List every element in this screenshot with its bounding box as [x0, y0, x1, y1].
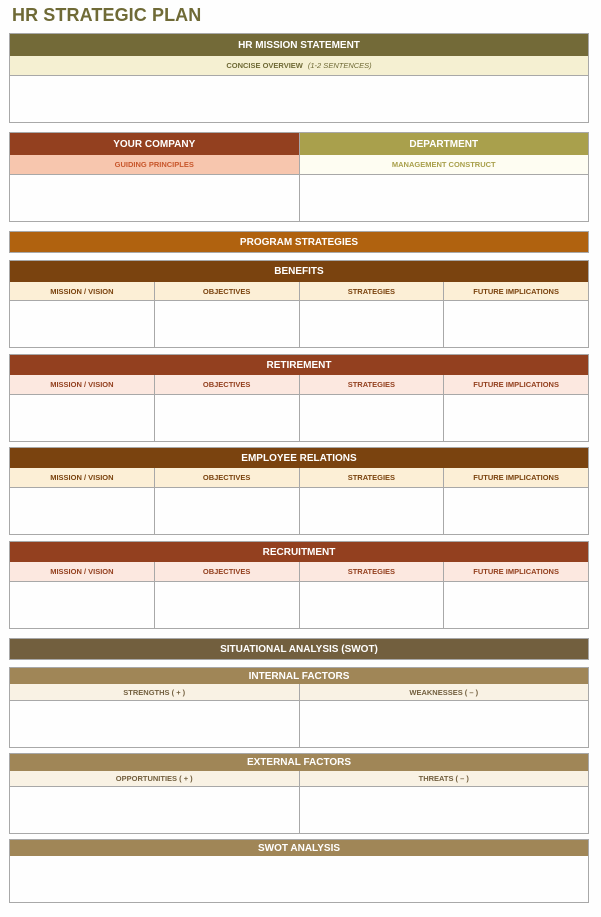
- col-future-implications: FUTURE IMPLICATIONS: [444, 468, 588, 488]
- col-mission-vision: MISSION / VISION: [10, 468, 154, 488]
- department-column: [299, 133, 589, 221]
- employee-relations-mission-input[interactable]: [10, 488, 154, 534]
- col-objectives: OBJECTIVES: [155, 282, 299, 301]
- retirement-future-input[interactable]: [444, 395, 588, 441]
- col-strategies: STRATEGIES: [300, 375, 444, 395]
- mission-statement-header: HR MISSION STATEMENT: [10, 34, 588, 56]
- col-strategies: STRATEGIES: [300, 562, 444, 582]
- col-mission-vision: MISSION / VISION: [10, 562, 154, 582]
- management-construct-input[interactable]: [300, 175, 589, 221]
- benefits-mission-input[interactable]: [10, 301, 154, 347]
- mission-subheader: [10, 56, 588, 76]
- col-mission-vision: MISSION / VISION: [10, 282, 154, 301]
- department-header: DEPARTMENT: [300, 133, 589, 155]
- col-objectives: OBJECTIVES: [155, 562, 299, 582]
- management-construct-label: MANAGEMENT CONSTRUCT: [300, 155, 589, 175]
- employee-relations-future-input[interactable]: [444, 488, 588, 534]
- col-strategies: STRATEGIES: [300, 282, 444, 301]
- benefits-header: BENEFITS: [10, 261, 588, 282]
- page-title: HR STRATEGIC PLAN: [12, 5, 202, 25]
- employee-relations-objectives-input[interactable]: [155, 488, 299, 534]
- benefits-objectives-input[interactable]: [155, 301, 299, 347]
- benefits-future-input[interactable]: [444, 301, 588, 347]
- opportunities-input[interactable]: [10, 787, 299, 833]
- swot-band: SITUATIONAL ANALYSIS (SWOT): [9, 638, 589, 660]
- recruitment-objectives-input[interactable]: [155, 582, 299, 628]
- col-future-implications: FUTURE IMPLICATIONS: [444, 375, 588, 395]
- internal-factors-header: INTERNAL FACTORS: [10, 668, 588, 684]
- company-column: [10, 133, 299, 221]
- recruitment-mission-input[interactable]: [10, 582, 154, 628]
- recruitment-header: RECRUITMENT: [10, 542, 588, 562]
- retirement-section: [9, 354, 589, 442]
- concise-overview-label: CONCISE OVERVIEW: [226, 61, 303, 70]
- swot-analysis-section: [9, 839, 589, 903]
- retirement-header: RETIREMENT: [10, 355, 588, 375]
- swot-analysis-header: SWOT ANALYSIS: [10, 840, 588, 856]
- recruitment-strategies-input[interactable]: [300, 582, 444, 628]
- guiding-principles-label: GUIDING PRINCIPLES: [10, 155, 299, 175]
- opportunities-label: OPPORTUNITIES ( + ): [10, 771, 299, 787]
- company-header: YOUR COMPANY: [10, 133, 299, 155]
- threats-label: THREATS ( – ): [300, 771, 589, 787]
- strengths-input[interactable]: [10, 701, 299, 747]
- threats-input[interactable]: [300, 787, 589, 833]
- col-strategies: STRATEGIES: [300, 468, 444, 488]
- col-mission-vision: MISSION / VISION: [10, 375, 154, 395]
- external-factors-header: EXTERNAL FACTORS: [10, 754, 588, 771]
- employee-relations-header: EMPLOYEE RELATIONS: [10, 448, 588, 468]
- weaknesses-input[interactable]: [300, 701, 589, 747]
- recruitment-section: [9, 541, 589, 629]
- retirement-objectives-input[interactable]: [155, 395, 299, 441]
- benefits-section: [9, 260, 589, 348]
- col-future-implications: FUTURE IMPLICATIONS: [444, 282, 588, 301]
- sentences-hint: (1-2 SENTENCES): [307, 61, 372, 70]
- internal-factors-section: [9, 667, 589, 748]
- mission-statement-block: [9, 33, 589, 123]
- strengths-label: STRENGTHS ( + ): [10, 684, 299, 701]
- retirement-mission-input[interactable]: [10, 395, 154, 441]
- guiding-principles-input[interactable]: [10, 175, 299, 221]
- mission-statement-input[interactable]: [10, 76, 588, 122]
- program-strategies-band: PROGRAM STRATEGIES: [9, 231, 589, 253]
- benefits-strategies-input[interactable]: [300, 301, 444, 347]
- recruitment-future-input[interactable]: [444, 582, 588, 628]
- company-department-block: [9, 132, 589, 222]
- employee-relations-section: [9, 447, 589, 535]
- employee-relations-strategies-input[interactable]: [300, 488, 444, 534]
- retirement-strategies-input[interactable]: [300, 395, 444, 441]
- weaknesses-label: WEAKNESSES ( – ): [300, 684, 589, 701]
- col-future-implications: FUTURE IMPLICATIONS: [444, 562, 588, 582]
- swot-analysis-input[interactable]: [10, 856, 588, 902]
- col-objectives: OBJECTIVES: [155, 375, 299, 395]
- col-objectives: OBJECTIVES: [155, 468, 299, 488]
- external-factors-section: [9, 753, 589, 834]
